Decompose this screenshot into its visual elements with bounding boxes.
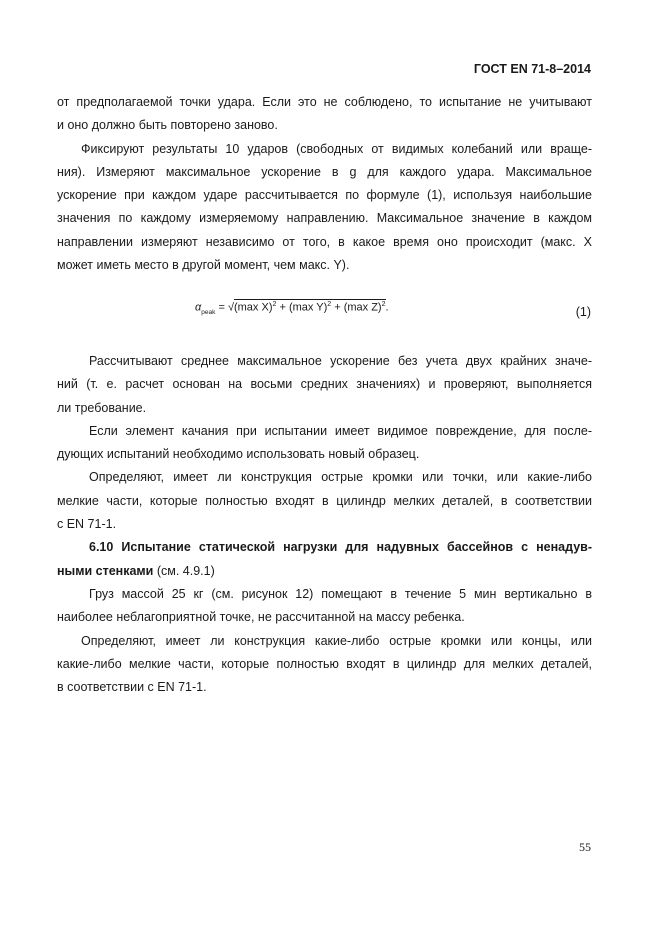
- paragraph-7: Определяют, имеет ли конструкция какие-либо острые кромки или концы, или какие-либо мелкие части, которые полностью входят в цилиндр для мелких деталей, в соответствии с EN 71-1.: [57, 633, 592, 695]
- equation-number: (1): [575, 305, 591, 319]
- paragraph-1: от предполагаемой точки удара. Если это не соблюдено, то испытание не учитывают и оно должно быть повторено заново.: [57, 95, 592, 133]
- paragraph-2: Фиксируют результаты 10 ударов (свободных от видимых колебаний или враще- ния). Измеряют максимальное ускорение в g для каждого удара. Максимальное ускорение при каждом ударе рассчитывается по формуле (1), используя наибольшие значения по каждому измеряемому направлению. Максимальное значение в каждом направлении измеряют независимо от того, в какое время оно происходит (макс. X может иметь место в другой момент, чем макс. Y).: [57, 141, 592, 273]
- body-text-bottom: [57, 350, 592, 699]
- formula-1: $\alpha_{peak} = √(\max$ X)$^2$ + (max Y)$^2$ + (max Z)$^2$.: [195, 301, 389, 316]
- document-code: ГОСТ EN 71-8–2014: [473, 62, 591, 76]
- section-heading-6-10: 6.10 Испытание статической нагрузки для надувных бассейнов с ненадув- ными стенками (см. 4.9.1): [57, 540, 592, 578]
- paragraph-6: Груз массой 25 кг (см. рисунок 12) помещают в течение 5 мин вертикально в наиболее неблагоприятной точке, не рассчитанной на массу ребенка.: [57, 586, 592, 625]
- body-text-top: [57, 91, 592, 277]
- paragraph-5: Определяют, имеет ли конструкция острые кромки или точки, или какие-либо мелкие части, которые полностью входят в цилиндр мелких деталей, в соответствии с EN 71-1.: [57, 470, 592, 532]
- sqrt-icon: √: [227, 301, 234, 314]
- paragraph-4: Если элемент качания при испытании имеет видимое повреждение, для после- дующих испытаний необходимо использовать новый образец.: [57, 423, 592, 462]
- radicand: (max X)$^2$ + (max Y)$^2$ + (max Z)$^2$: [233, 301, 386, 314]
- page-number: 55: [579, 840, 591, 854]
- paragraph-3: Рассчитывают среднее максимальное ускорение без учета двух крайних значе- ний (т. е. расчет основан на восьми средних значениях) и проверяют, выполняется ли требование.: [57, 354, 592, 415]
